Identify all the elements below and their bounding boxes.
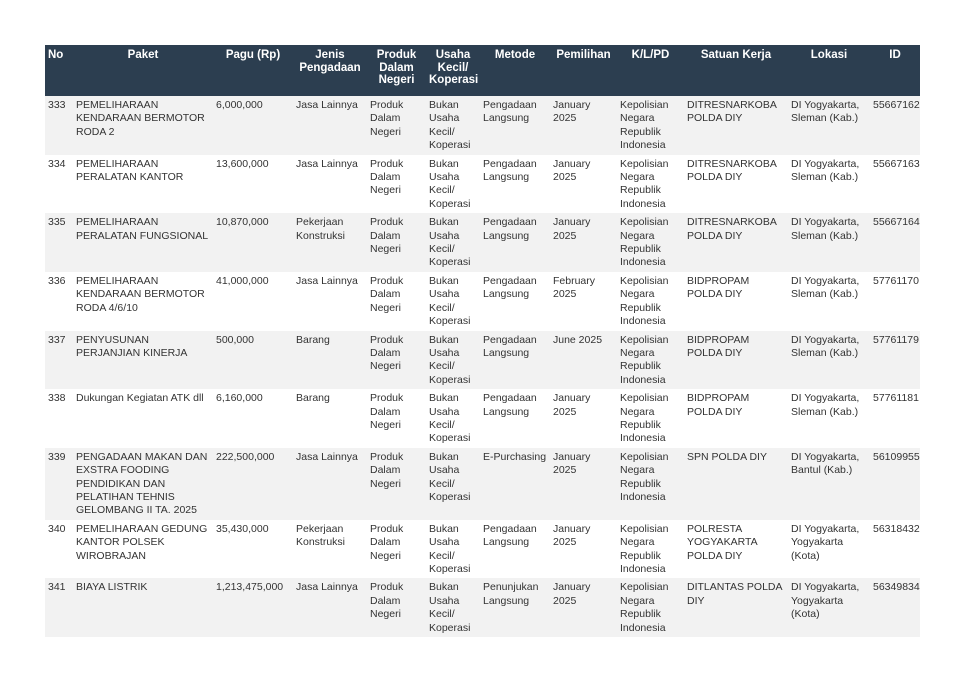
cell-klpd: Kepolisian Negara Republik Indonesia: [617, 520, 684, 579]
cell-pagu: 13,600,000: [213, 155, 293, 214]
cell-klpd: Kepolisian Negara Republik Indonesia: [617, 331, 684, 390]
cell-pemilihan: January 2025: [550, 448, 617, 520]
cell-lokasi: DI Yogyakarta, Sleman (Kab.): [788, 331, 870, 390]
cell-no: 338: [45, 389, 73, 448]
table-row: [45, 520, 920, 579]
cell-jenis-pengadaan: Jasa Lainnya: [293, 578, 367, 637]
cell-pagu: 41,000,000: [213, 272, 293, 331]
cell-usaha-kecil: Bukan Usaha Kecil/ Koperasi: [426, 578, 480, 637]
cell-usaha-kecil: Bukan Usaha Kecil/ Koperasi: [426, 96, 480, 155]
header-id: ID: [870, 45, 920, 96]
cell-paket: PEMELIHARAAN PERALATAN FUNGSIONAL: [73, 213, 213, 272]
cell-jenis-pengadaan: Barang: [293, 331, 367, 390]
header-no: No: [45, 45, 73, 96]
cell-no: 333: [45, 96, 73, 155]
cell-paket: PENYUSUNAN PERJANJIAN KINERJA: [73, 331, 213, 390]
cell-satuan-kerja: SPN POLDA DIY: [684, 448, 788, 520]
cell-lokasi: DI Yogyakarta, Sleman (Kab.): [788, 389, 870, 448]
cell-produk-dalam-negeri: Produk Dalam Negeri: [367, 272, 426, 331]
cell-lokasi: DI Yogyakarta, Sleman (Kab.): [788, 96, 870, 155]
cell-satuan-kerja: BIDPROPAM POLDA DIY: [684, 331, 788, 390]
cell-no: 339: [45, 448, 73, 520]
cell-id: 55667162: [870, 96, 920, 155]
cell-metode: Penunjukan Langsung: [480, 578, 550, 637]
cell-no: 336: [45, 272, 73, 331]
header-lokasi: Lokasi: [788, 45, 870, 96]
cell-klpd: Kepolisian Negara Republik Indonesia: [617, 155, 684, 214]
cell-jenis-pengadaan: Jasa Lainnya: [293, 155, 367, 214]
cell-jenis-pengadaan: Pekerjaan Konstruksi: [293, 213, 367, 272]
cell-metode: Pengadaan Langsung: [480, 331, 550, 390]
cell-id: 55667163: [870, 155, 920, 214]
cell-no: 335: [45, 213, 73, 272]
cell-paket: PEMELIHARAAN PERALATAN KANTOR: [73, 155, 213, 214]
cell-pagu: 1,213,475,000: [213, 578, 293, 637]
cell-produk-dalam-negeri: Produk Dalam Negeri: [367, 448, 426, 520]
cell-produk-dalam-negeri: Produk Dalam Negeri: [367, 155, 426, 214]
cell-produk-dalam-negeri: Produk Dalam Negeri: [367, 520, 426, 579]
cell-no: 340: [45, 520, 73, 579]
cell-jenis-pengadaan: Jasa Lainnya: [293, 448, 367, 520]
cell-lokasi: DI Yogyakarta, Sleman (Kab.): [788, 272, 870, 331]
cell-jenis-pengadaan: Barang: [293, 389, 367, 448]
cell-lokasi: DI Yogyakarta, Bantul (Kab.): [788, 448, 870, 520]
cell-metode: Pengadaan Langsung: [480, 520, 550, 579]
cell-usaha-kecil: Bukan Usaha Kecil/ Koperasi: [426, 389, 480, 448]
cell-pemilihan: June 2025: [550, 331, 617, 390]
cell-produk-dalam-negeri: Produk Dalam Negeri: [367, 578, 426, 637]
cell-usaha-kecil: Bukan Usaha Kecil/ Koperasi: [426, 331, 480, 390]
cell-pemilihan: February 2025: [550, 272, 617, 331]
cell-pagu: 35,430,000: [213, 520, 293, 579]
table-row: [45, 578, 920, 637]
table-row: [45, 96, 920, 155]
cell-klpd: Kepolisian Negara Republik Indonesia: [617, 578, 684, 637]
cell-usaha-kecil: Bukan Usaha Kecil/ Koperasi: [426, 520, 480, 579]
cell-satuan-kerja: BIDPROPAM POLDA DIY: [684, 389, 788, 448]
cell-id: 57761170: [870, 272, 920, 331]
cell-id: 56349834: [870, 578, 920, 637]
header-pagu: Pagu (Rp): [213, 45, 293, 96]
cell-id: 56318432: [870, 520, 920, 579]
cell-klpd: Kepolisian Negara Republik Indonesia: [617, 272, 684, 331]
cell-pemilihan: January 2025: [550, 520, 617, 579]
cell-pagu: 10,870,000: [213, 213, 293, 272]
header-produk-dalam-negeri: Produk Dalam Negeri: [367, 45, 426, 96]
cell-jenis-pengadaan: Jasa Lainnya: [293, 96, 367, 155]
cell-metode: Pengadaan Langsung: [480, 213, 550, 272]
cell-klpd: Kepolisian Negara Republik Indonesia: [617, 96, 684, 155]
cell-pemilihan: January 2025: [550, 578, 617, 637]
cell-metode: Pengadaan Langsung: [480, 155, 550, 214]
cell-produk-dalam-negeri: Produk Dalam Negeri: [367, 96, 426, 155]
cell-pemilihan: January 2025: [550, 96, 617, 155]
cell-metode: E-Purchasing: [480, 448, 550, 520]
cell-pagu: 6,000,000: [213, 96, 293, 155]
cell-produk-dalam-negeri: Produk Dalam Negeri: [367, 213, 426, 272]
cell-pemilihan: January 2025: [550, 389, 617, 448]
cell-paket: PEMELIHARAAN KENDARAAN BERMOTOR RODA 2: [73, 96, 213, 155]
cell-usaha-kecil: Bukan Usaha Kecil/ Koperasi: [426, 155, 480, 214]
header-jenis-pengadaan: Jenis Pengadaan: [293, 45, 367, 96]
cell-lokasi: DI Yogyakarta, Sleman (Kab.): [788, 213, 870, 272]
header-pemilihan: Pemilihan: [550, 45, 617, 96]
cell-satuan-kerja: BIDPROPAM POLDA DIY: [684, 272, 788, 331]
cell-pemilihan: January 2025: [550, 213, 617, 272]
cell-no: 341: [45, 578, 73, 637]
cell-produk-dalam-negeri: Produk Dalam Negeri: [367, 331, 426, 390]
cell-paket: PEMELIHARAAN KENDARAAN BERMOTOR RODA 4/6/10: [73, 272, 213, 331]
cell-lokasi: DI Yogyakarta, Sleman (Kab.): [788, 155, 870, 214]
table-row: [45, 213, 920, 272]
cell-paket: Dukungan Kegiatan ATK dll: [73, 389, 213, 448]
cell-id: 57761179: [870, 331, 920, 390]
cell-klpd: Kepolisian Negara Republik Indonesia: [617, 389, 684, 448]
cell-paket: BIAYA LISTRIK: [73, 578, 213, 637]
cell-satuan-kerja: DITRESNARKOBA POLDA DIY: [684, 155, 788, 214]
cell-satuan-kerja: DITRESNARKOBA POLDA DIY: [684, 213, 788, 272]
header-usaha-kecil: Usaha Kecil/ Koperasi: [426, 45, 480, 96]
cell-jenis-pengadaan: Jasa Lainnya: [293, 272, 367, 331]
cell-satuan-kerja: POLRESTA YOGYAKARTA POLDA DIY: [684, 520, 788, 579]
cell-paket: PENGADAAN MAKAN DAN EXSTRA FOODING PENDIDIKAN DAN PELATIHAN TEHNIS GELOMBANG II TA. 2025: [73, 448, 213, 520]
cell-id: 55667164: [870, 213, 920, 272]
table-header: [45, 45, 920, 96]
table-row: [45, 331, 920, 390]
cell-metode: Pengadaan Langsung: [480, 272, 550, 331]
cell-paket: PEMELIHARAAN GEDUNG KANTOR POLSEK WIROBRAJAN: [73, 520, 213, 579]
header-klpd: K/L/PD: [617, 45, 684, 96]
cell-pemilihan: January 2025: [550, 155, 617, 214]
cell-produk-dalam-negeri: Produk Dalam Negeri: [367, 389, 426, 448]
cell-klpd: Kepolisian Negara Republik Indonesia: [617, 213, 684, 272]
cell-satuan-kerja: DITRESNARKOBA POLDA DIY: [684, 96, 788, 155]
cell-lokasi: DI Yogyakarta, Yogyakarta (Kota): [788, 520, 870, 579]
table-row: [45, 272, 920, 331]
header-metode: Metode: [480, 45, 550, 96]
cell-pagu: 500,000: [213, 331, 293, 390]
cell-pagu: 6,160,000: [213, 389, 293, 448]
cell-jenis-pengadaan: Pekerjaan Konstruksi: [293, 520, 367, 579]
table-row: [45, 389, 920, 448]
cell-satuan-kerja: DITLANTAS POLDA DIY: [684, 578, 788, 637]
cell-usaha-kecil: Bukan Usaha Kecil/ Koperasi: [426, 272, 480, 331]
header-row: [45, 45, 920, 96]
table-row: [45, 155, 920, 214]
cell-no: 337: [45, 331, 73, 390]
cell-lokasi: DI Yogyakarta, Yogyakarta (Kota): [788, 578, 870, 637]
procurement-table: [45, 45, 920, 637]
table-body: [45, 96, 920, 637]
header-satuan-kerja: Satuan Kerja: [684, 45, 788, 96]
cell-pagu: 222,500,000: [213, 448, 293, 520]
cell-id: 57761181: [870, 389, 920, 448]
cell-usaha-kecil: Bukan Usaha Kecil/ Koperasi: [426, 213, 480, 272]
cell-metode: Pengadaan Langsung: [480, 96, 550, 155]
cell-no: 334: [45, 155, 73, 214]
cell-id: 56109955: [870, 448, 920, 520]
header-paket: Paket: [73, 45, 213, 96]
cell-klpd: Kepolisian Negara Republik Indonesia: [617, 448, 684, 520]
table-row: [45, 448, 920, 520]
cell-usaha-kecil: Bukan Usaha Kecil/ Koperasi: [426, 448, 480, 520]
cell-metode: Pengadaan Langsung: [480, 389, 550, 448]
